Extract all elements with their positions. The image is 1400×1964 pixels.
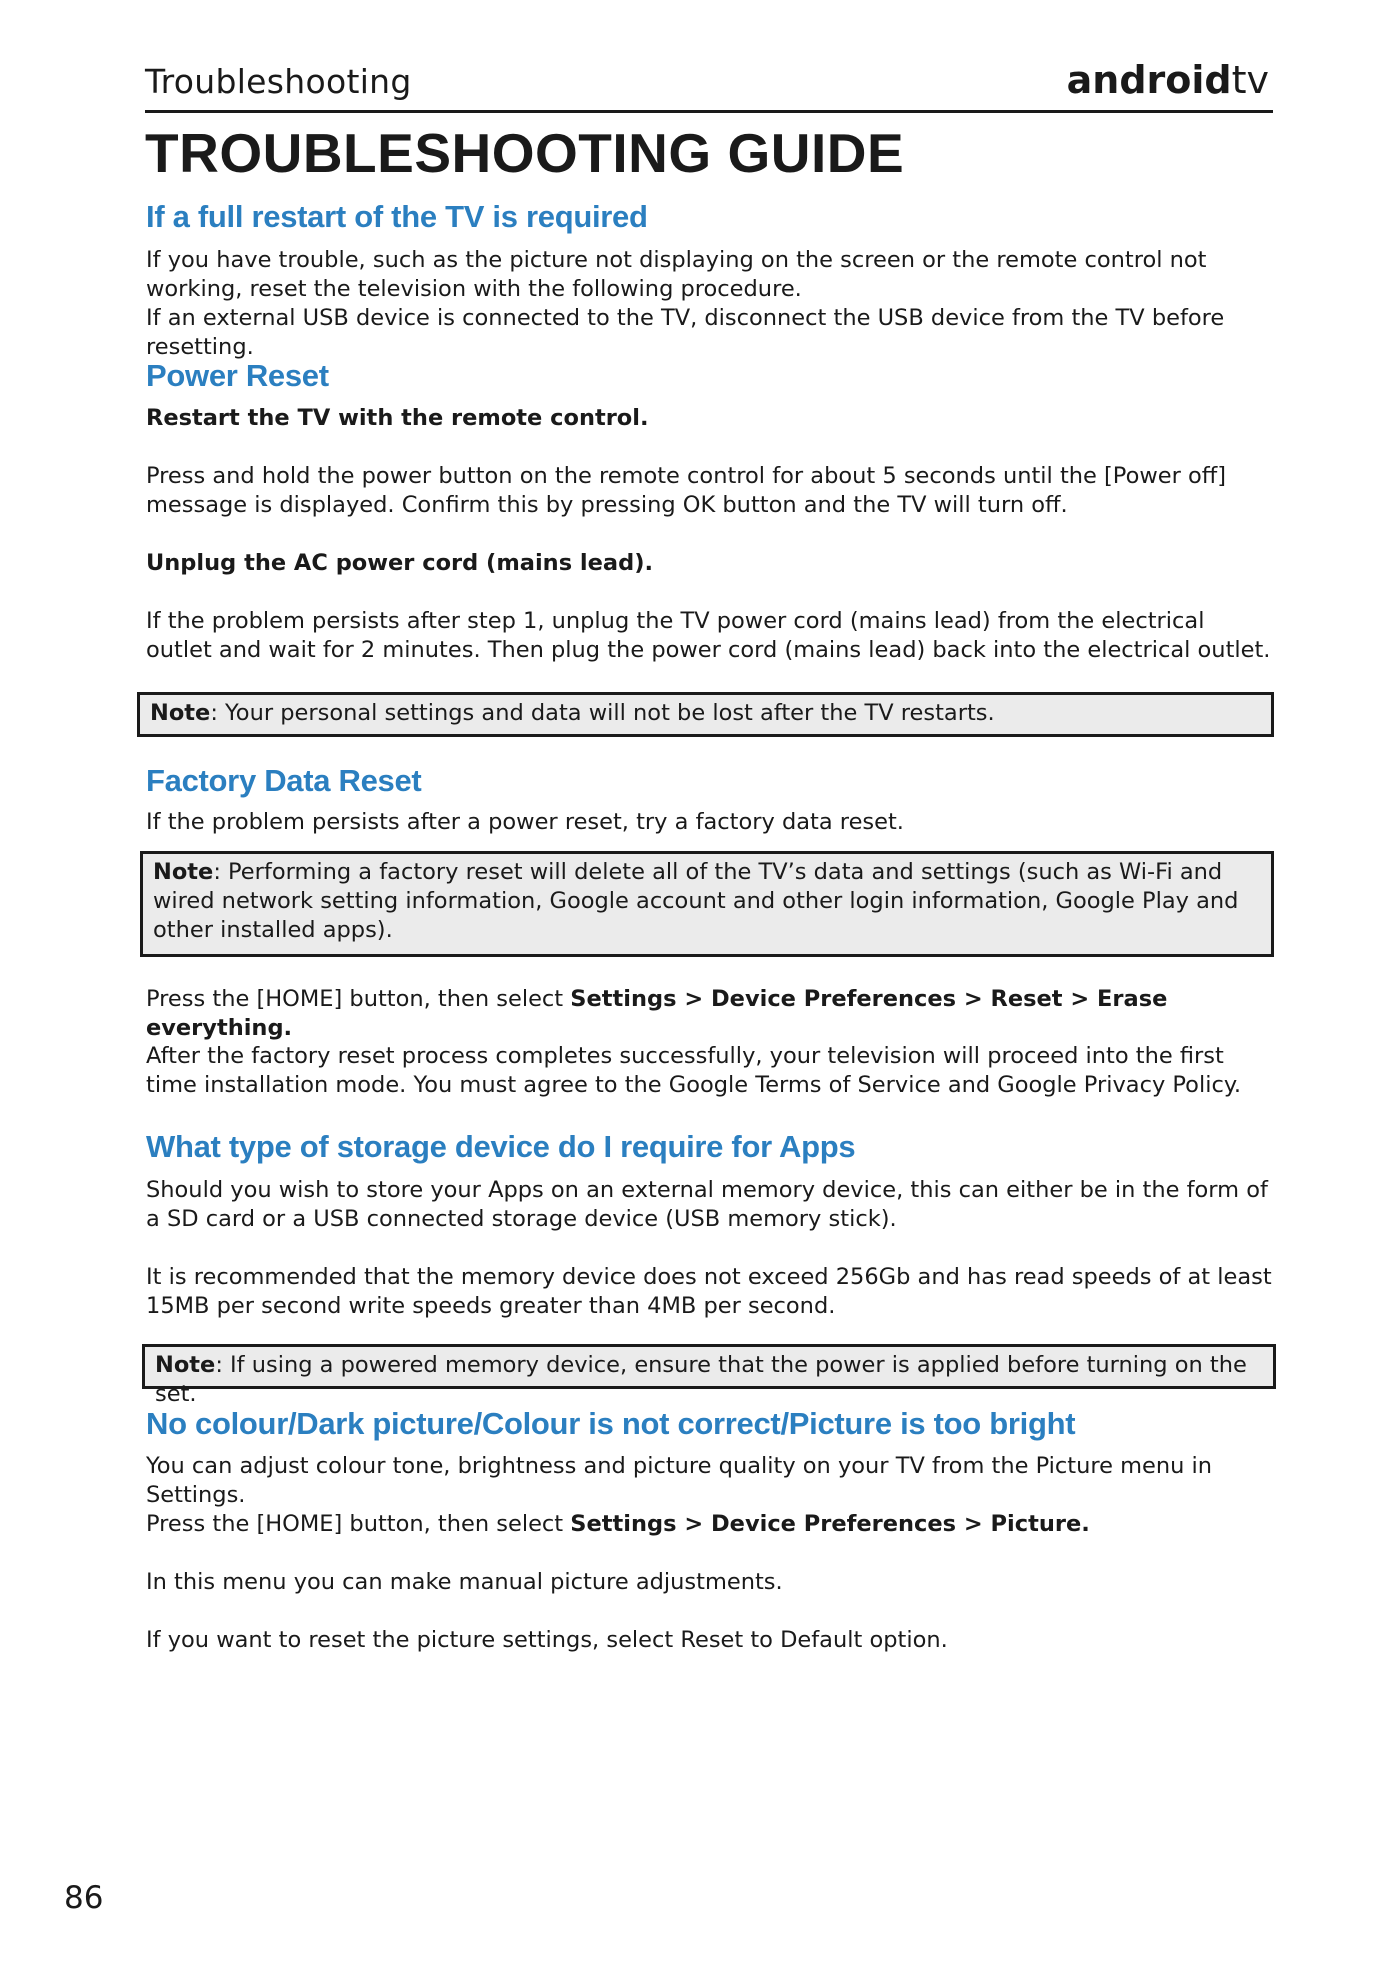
note-label: Note bbox=[150, 700, 211, 726]
power-reset-step1-text: Press and hold the power button on the remote control for about 5 seconds until the [Power off] message is displayed. Confirm this by pressing OK button and the TV will turn off. bbox=[146, 463, 1227, 518]
storage-text-2: It is recommended that the memory device does not exceed 256Gb and has read speeds of at least 15MB per second write speeds greater than 4MB per second. bbox=[146, 1264, 1272, 1319]
menu-path: Settings > Device Preferences > Picture. bbox=[570, 1511, 1090, 1537]
instruction-prefix: Press the [HOME] button, then select bbox=[146, 986, 571, 1012]
factory-reset-after: After the factory reset process completes successfully, your television will proceed into the first time installation mode. You must agree to the Google Terms of Service and Google Privacy Policy. bbox=[146, 1043, 1242, 1098]
brand-logo-bold: android bbox=[1066, 58, 1232, 102]
restart-text-2: If an external USB device is connected to the TV, disconnect the USB device from the TV before resetting. bbox=[146, 305, 1225, 360]
factory-reset-intro: If the problem persists after a power reset, try a factory data reset. bbox=[146, 809, 904, 835]
note-label: Note bbox=[153, 859, 214, 885]
picture-instruction bbox=[146, 1510, 1276, 1539]
picture-text-2: In this menu you can make manual picture adjustments. bbox=[146, 1569, 783, 1595]
factory-reset-heading: Factory Data Reset bbox=[146, 763, 422, 798]
note-text: : If using a powered memory device, ensure that the power is applied before turning on the set. bbox=[155, 1352, 1247, 1407]
page-number: 86 bbox=[64, 1880, 104, 1916]
instruction-prefix: Press the [HOME] button, then select bbox=[146, 1511, 571, 1537]
power-reset-heading: Power Reset bbox=[146, 358, 329, 393]
storage-text-1: Should you wish to store your Apps on an external memory device, this can either be in the form of a SD card or a USB connected storage device (USB memory stick). bbox=[146, 1177, 1268, 1232]
note-text: : Performing a factory reset will delete all of the TV’s data and settings (such as Wi-Fi and wired network setting information, Google account and other login information, Google Play and other installed apps). bbox=[153, 859, 1239, 943]
restart-text-1: If you have trouble, such as the picture not displaying on the screen or the remote control not working, reset the television with the following procedure. bbox=[146, 247, 1207, 302]
note-text: : Your personal settings and data will not be lost after the TV restarts. bbox=[210, 700, 995, 726]
brand-logo-light: tv bbox=[1231, 58, 1269, 102]
power-reset-step1-title: Restart the TV with the remote control. bbox=[146, 405, 649, 431]
storage-note bbox=[142, 1344, 1276, 1407]
power-reset-note bbox=[137, 692, 1274, 737]
power-reset-step2-text: If the problem persists after step 1, unplug the TV power cord (mains lead) from the electrical outlet and wait for 2 minutes. Then plug the power cord (mains lead) back into the electrical outlet. bbox=[146, 608, 1271, 663]
note-label: Note bbox=[155, 1352, 216, 1378]
section-label: Troubleshooting bbox=[145, 62, 412, 101]
factory-reset-note bbox=[140, 851, 1274, 957]
restart-heading: If a full restart of the TV is required bbox=[146, 199, 648, 234]
brand-logo bbox=[1067, 58, 1269, 102]
page-title: TROUBLESHOOTING GUIDE bbox=[145, 122, 905, 184]
menu-path: Settings > Device Preferences > Reset > Erase everything. bbox=[146, 986, 1168, 1041]
storage-heading: What type of storage device do I require for Apps bbox=[146, 1129, 856, 1164]
factory-reset-instruction bbox=[146, 985, 1276, 1043]
page-header bbox=[145, 60, 1273, 113]
picture-text-3: If you want to reset the picture settings, select Reset to Default option. bbox=[146, 1627, 948, 1653]
picture-text-1: You can adjust colour tone, brightness and picture quality on your TV from the Picture menu in Settings. bbox=[146, 1453, 1213, 1508]
picture-heading: No colour/Dark picture/Colour is not correct/Picture is too bright bbox=[146, 1406, 1076, 1441]
power-reset-step2-title: Unplug the AC power cord (mains lead). bbox=[146, 550, 654, 576]
